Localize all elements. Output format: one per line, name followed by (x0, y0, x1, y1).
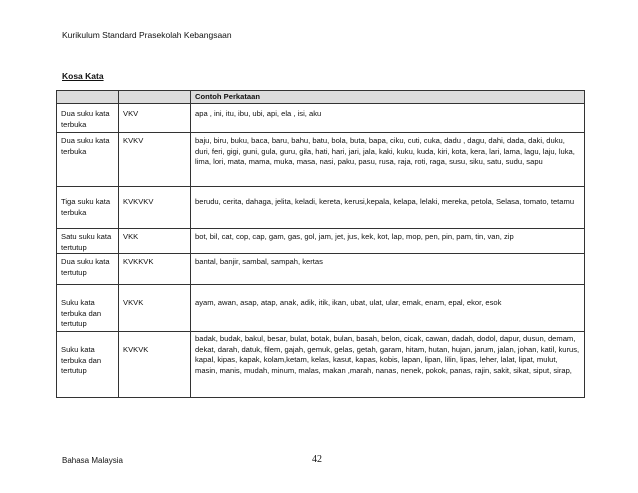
examples-cell: bot, bil, cat, cop, cap, gam, gas, gol, jam, jet, jus, kek, kot, lap, mop, pen, pin, pam, tin, van, zip (191, 229, 585, 254)
table-row (57, 104, 585, 133)
table-row (57, 229, 585, 254)
syllable-type-cell: Suku kata terbuka dan tertutup (57, 285, 119, 332)
syllable-type-cell: Satu suku kata tertutup (57, 229, 119, 254)
pattern-cell: VKV (119, 104, 191, 133)
page-header: Kurikulum Standard Prasekolah Kebangsaan (62, 30, 232, 40)
examples-cell: ayam, awan, asap, atap, anak, adik, itik, ikan, ubat, ulat, ular, emak, enam, epal, ekor, esok (191, 285, 585, 332)
table-row (57, 187, 585, 229)
syllable-type-cell: Suku kata terbuka dan tertutup (57, 332, 119, 398)
page-number: 42 (312, 454, 322, 465)
examples-cell: apa , ini, itu, ibu, ubi, api, ela , isi, aku (191, 104, 585, 133)
examples-cell: bantal, banjir, sambal, sampah, kertas (191, 254, 585, 285)
footer-subject: Bahasa Malaysia (62, 456, 123, 465)
syllable-type-cell: Dua suku kata terbuka (57, 133, 119, 187)
examples-cell: badak, budak, bakul, besar, bulat, botak, bulan, basah, belon, cicak, cawan, dadah, dodol, dapur, dusun, demam, dekat, darah, datuk, filem, gajah, gemuk, gelas, getah, garam, hitam, hutan, hujan, jarum, jalan, johan, katil, kurus, kapal, kipas, kapak, kolam,ketam, kelas, kasut, kapas, kobis, lapan, lipan, lilin, lipas, leher, lalat, lipat, mulut, masin, manis, mudah, minum, malas, makan ,marah, nanas, nenek, pokok, panas, rajin, sakit, sikat, siput, sirap, (191, 332, 585, 398)
examples-cell: berudu, cerita, dahaga, jelita, keladi, kereta, kerusi,kepala, kelapa, lelaki, mereka, petola, Selasa, tomato, tetamu (191, 187, 585, 229)
pattern-cell: VKVK (119, 285, 191, 332)
table-row (57, 133, 585, 187)
syllable-type-cell: Dua suku kata tertutup (57, 254, 119, 285)
examples-cell: baju, biru, buku, baca, baru, bahu, batu, bola, buta, bapa, ciku, cuti, cuka, dadu , dagu, dahi, dada, daki, duku, duri, feri, gigi, guni, gula, guru, gila, hati, hari, jari, jala, kaki, kuku, kuda, kiri, kota, kera, lari, lama, lagu, laju, luka, lima, lori, mata, mama, muka, masa, nasi, paku, pasu, rusa, raja, roti, raga, susu, siku, satu, sudu, sapu (191, 133, 585, 187)
vocabulary-table (56, 90, 585, 398)
syllable-type-cell: Dua suku kata terbuka (57, 104, 119, 133)
pattern-cell: KVKKVK (119, 254, 191, 285)
header-cell-examples: Contoh Perkataan (191, 91, 585, 104)
syllable-type-cell: Tiga suku kata terbuka (57, 187, 119, 229)
pattern-cell: KVKVKV (119, 187, 191, 229)
table-row (57, 285, 585, 332)
header-cell-pattern (119, 91, 191, 104)
table-header-row (57, 91, 585, 104)
table-row (57, 254, 585, 285)
pattern-cell: KVKV (119, 133, 191, 187)
table-row (57, 332, 585, 398)
header-cell-type (57, 91, 119, 104)
pattern-cell: VKK (119, 229, 191, 254)
pattern-cell: KVKVK (119, 332, 191, 398)
section-title: Kosa Kata (62, 71, 104, 81)
